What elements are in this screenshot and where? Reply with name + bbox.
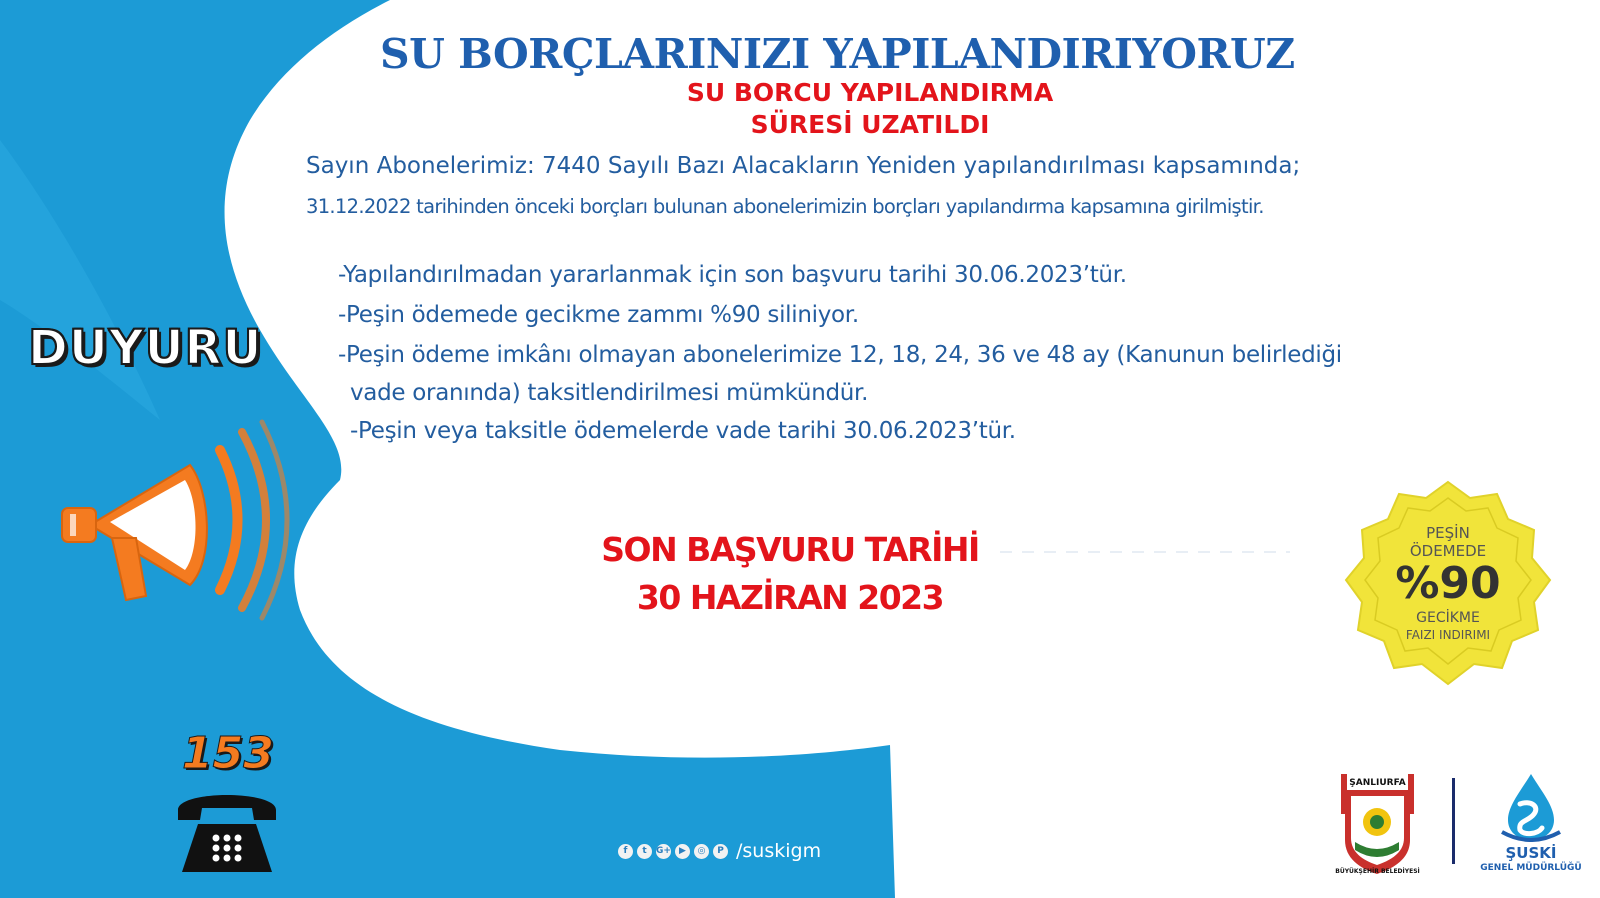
bullet-deadline: -Yapılandırılmadan yararlanmak için son başvuru tarihi 30.06.2023’tür. — [338, 262, 1127, 288]
phone-number: 153 — [182, 728, 274, 779]
badge-line4: FAIZI INDIRIMI — [1405, 628, 1491, 642]
bullet-due-date: -Peşin veya taksitle ödemelerde vade tarihi 30.06.2023’tür. — [350, 418, 1016, 444]
social-handle[interactable]: /suskigm — [736, 840, 822, 862]
badge-line3: GECİKME — [1416, 610, 1480, 626]
pinterest-icon[interactable]: P — [713, 844, 728, 859]
twitter-icon[interactable]: t — [637, 844, 652, 859]
utility-subtitle: GENEL MÜDÜRLÜĞÜ — [1480, 863, 1582, 873]
facebook-icon[interactable]: f — [618, 844, 633, 859]
badge-line1: PEŞİN — [1426, 524, 1470, 542]
megaphone-icon — [50, 410, 290, 630]
announcement-label: DUYURU — [28, 320, 263, 376]
intro-line2: 31.12.2022 tarihinden önceki borçları bulunan abonelerimizin borçları yapılandırma kapsamına girilmiştir. — [306, 195, 1264, 218]
deadline-date: 30 HAZİRAN 2023 — [636, 578, 944, 617]
subtitle-line2: SÜRESİ UZATILDI — [750, 110, 990, 139]
bullet-penalty: -Peşin ödemede gecikme zammı %90 siliniyor. — [338, 302, 859, 328]
utility-name: ŞUSKİ — [1505, 844, 1557, 862]
municipality-name: ŞANLIURFA — [1349, 778, 1406, 788]
social-links — [618, 840, 821, 862]
page-title: SU BORÇLARINIZI YAPILANDIRIYORUZ — [380, 30, 1295, 78]
water-drop-icon — [1472, 770, 1590, 842]
deadline-label: SON BAŞVURU TARİHİ — [601, 530, 979, 569]
subtitle-line1: SU BORCU YAPILANDIRMA — [686, 78, 1054, 107]
bullet-installments: -Peşin ödeme imkânı olmayan abonelerimize 12, 18, 24, 36 ve 48 ay (Kanunun belirlediği — [338, 342, 1342, 368]
bullet-installments-cont: vade oranında) taksitlendirilmesi mümkündür. — [350, 380, 869, 406]
utility-logo — [1472, 770, 1590, 880]
municipality-logo — [1335, 770, 1420, 880]
badge-line2: ÖDEMEDE — [1409, 542, 1487, 560]
badge-percent: %90 — [1395, 558, 1501, 609]
municipality-subtitle: BÜYÜKŞEHİR BELEDİYESİ — [1335, 868, 1420, 875]
google-plus-icon[interactable]: G+ — [656, 844, 671, 859]
logo-divider — [1452, 778, 1455, 864]
intro-line1: Sayın Abonelerimiz: 7440 Sayılı Bazı Alacakların Yeniden yapılandırılması kapsamında; — [306, 153, 1301, 179]
telephone-icon — [172, 780, 282, 880]
instagram-icon[interactable]: ◎ — [694, 844, 709, 859]
youtube-icon[interactable]: ▶ — [675, 844, 690, 859]
discount-badge — [1342, 478, 1554, 688]
